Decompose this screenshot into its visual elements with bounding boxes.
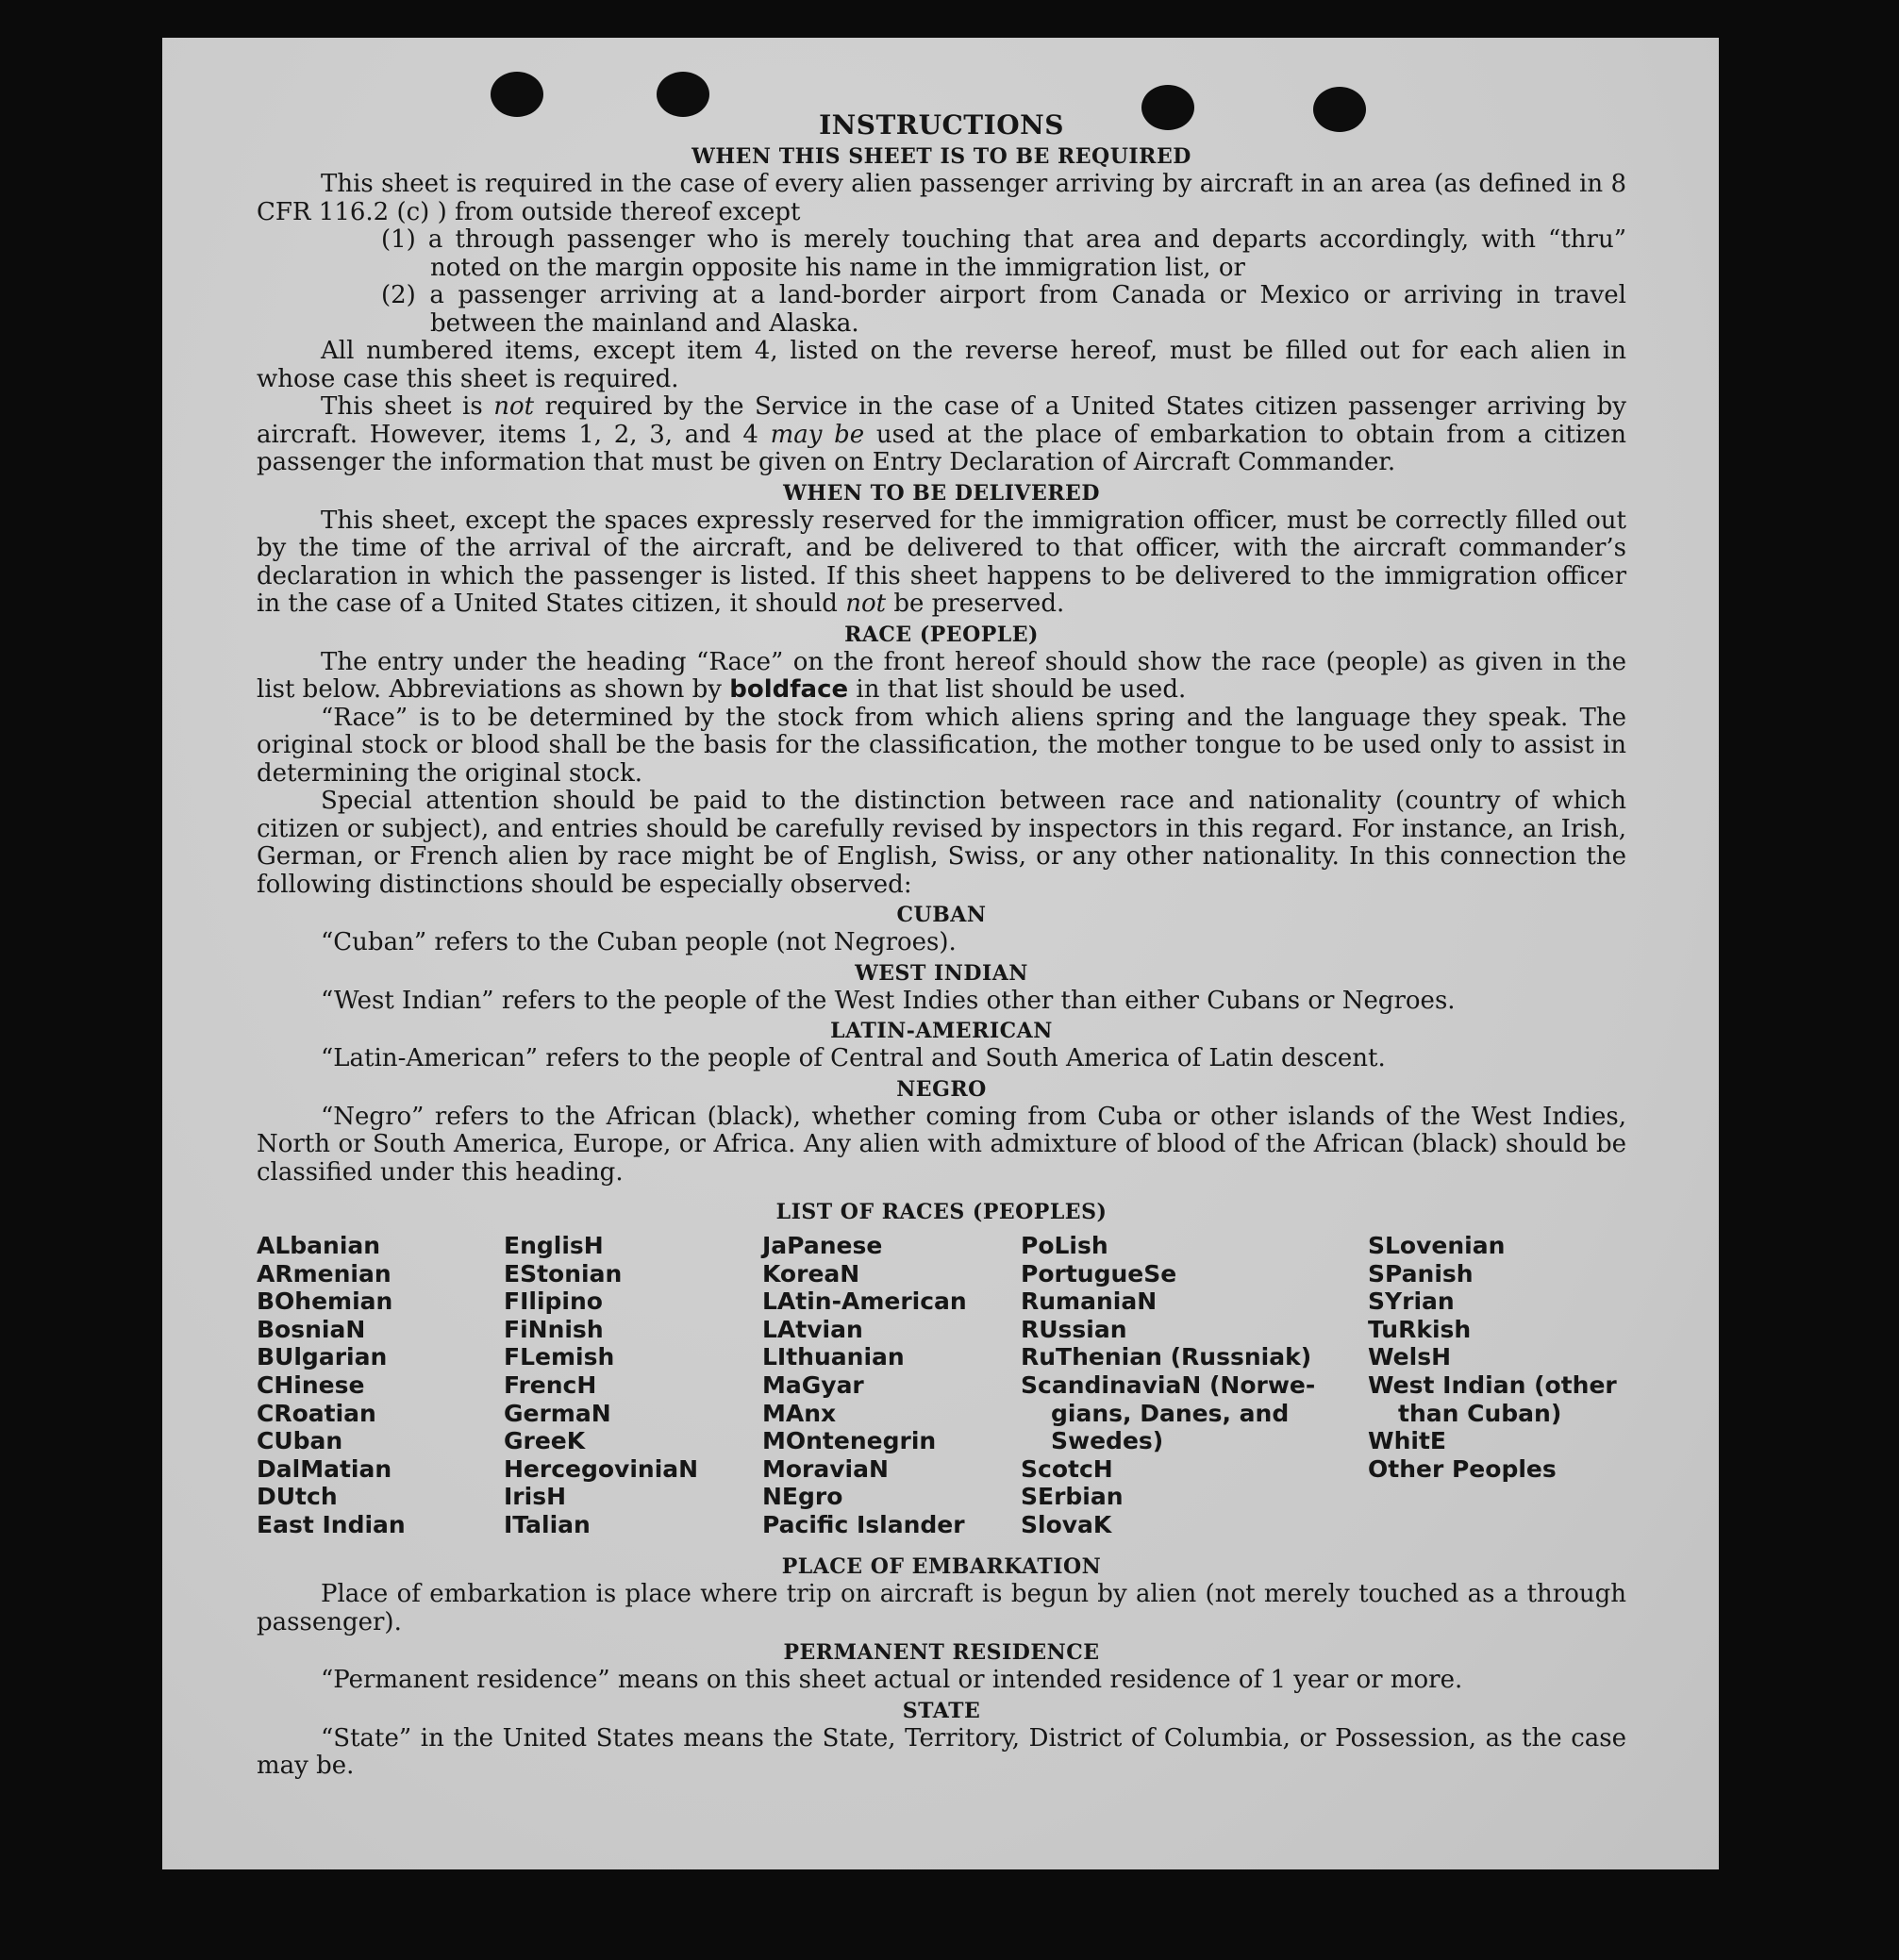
race-entry: RUssian <box>1021 1315 1127 1343</box>
document-sheet <box>162 38 1719 1869</box>
paragraph: Special attention should be paid to the distinction between race and nationality (country of which citizen or subject), and entries should be carefully revised by inspectors in this regard. For instance, an Irish, German, or French alien by race might be of English, Swiss, or any other nationality. In this connection the following distinctions should be especially observed: <box>257 787 1626 899</box>
races-list-heading: LIST OF RACES (PEOPLES) <box>775 1200 1108 1224</box>
race-entry: KoreaN <box>762 1259 860 1287</box>
race-entry: SLovenian <box>1368 1232 1506 1259</box>
race-entry: gians, Danes, and <box>1051 1399 1290 1427</box>
race-entry: LIthuanian <box>762 1343 905 1371</box>
race-entry: ARmenian <box>257 1259 391 1287</box>
paragraph: This sheet is required in the case of every alien passenger arriving by aircraft in an area (as defined in 8 CFR 116.2 (c) ) from outside thereof except <box>257 170 1626 226</box>
race-entry: RuThenian (Russniak) <box>1021 1343 1312 1371</box>
section-heading: STATE <box>902 1698 981 1723</box>
race-entry: RumaniaN <box>1021 1287 1158 1316</box>
paragraph: All numbered items, except item 4, listed on the reverse hereof, must be filled out for each alien in whose case this sheet is required. <box>257 337 1626 393</box>
race-entry: DUtch <box>257 1483 338 1511</box>
paragraph: This sheet is not required by the Service in the case of a United States citizen passenger arriving by aircraft. However, items 1, 2, 3, and 4 may be used at the place of embarkation to obtain from a citizen passenger the information that must be given on Entry Declaration of Aircraft Commander. <box>257 392 1626 476</box>
race-entry: DalMatian <box>257 1454 392 1483</box>
section-heading: WHEN TO BE DELIVERED <box>783 480 1100 506</box>
race-entry: BOhemian <box>257 1287 393 1316</box>
race-entry: EnglisH <box>504 1232 604 1259</box>
paragraph: Place of embarkation is place where trip on aircraft is begun by alien (not merely touched as a through passenger). <box>257 1580 1626 1636</box>
races-column-2 <box>504 1232 698 1539</box>
race-entry: than Cuban) <box>1398 1399 1562 1427</box>
race-entry: West Indian (other <box>1368 1370 1617 1399</box>
subheading-latin-american: LATIN-AMERICAN <box>830 1019 1053 1043</box>
race-entry: SPanish <box>1368 1259 1474 1287</box>
race-entry: Other Peoples <box>1368 1454 1557 1483</box>
definition-west-indian: “West Indian” refers to the people of the West Indies other than either Cubans or Negroes. <box>321 986 1456 1015</box>
races-list <box>257 1232 1626 1551</box>
page-title: INSTRUCTIONS <box>819 109 1064 141</box>
race-entry: FIlipino <box>504 1287 603 1316</box>
races-column-4 <box>1021 1232 1315 1539</box>
race-entry: ScotcH <box>1021 1454 1113 1483</box>
race-entry: NEgro <box>762 1483 843 1511</box>
section-heading: PERMANENT RESIDENCE <box>783 1640 1100 1665</box>
definition-negro: “Negro” refers to the African (black), whether coming from Cuba or other islands of the West Indies, North or South America, Europe, or Africa. Any alien with admixture of blood of the African (black) should be classified under this heading. <box>257 1102 1626 1187</box>
race-entry: CRoatian <box>257 1399 376 1427</box>
section-heading: RACE (PEOPLE) <box>844 622 1039 647</box>
race-entry: CHinese <box>257 1370 365 1399</box>
section-heading: PLACE OF EMBARKATION <box>781 1554 1102 1579</box>
list-item: (2) a passenger arriving at a land-border airport from Canada or Mexico or arriving in travel between the mainland and Alaska. <box>381 281 1626 338</box>
race-entry: TuRkish <box>1368 1315 1472 1343</box>
instructions-body <box>257 106 1626 1781</box>
race-entry: East Indian <box>257 1510 406 1538</box>
paragraph: The entry under the heading “Race” on the front hereof should show the race (people) as given in the list below. Abbreviations as shown by boldface in that list should be used. <box>257 647 1626 704</box>
race-entry: ALbanian <box>257 1232 381 1259</box>
race-entry: BosniaN <box>257 1315 366 1343</box>
race-entry: WelsH <box>1368 1343 1452 1371</box>
races-column-1 <box>257 1232 406 1539</box>
race-entry: MOntenegrin <box>762 1427 937 1455</box>
paragraph: This sheet, except the spaces expressly reserved for the immigration officer, must be correctly filled out by the time of the arrival of the aircraft, and be delivered to that officer, with the aircraft commander’s declaration in which the passenger is listed. If this sheet happens to be delivered to the immigration officer in the case of a United States citizen, it should not be preserved. <box>257 506 1626 618</box>
race-entry: MaGyar <box>762 1370 864 1399</box>
race-entry: EStonian <box>504 1259 623 1287</box>
subheading-cuban: CUBAN <box>896 903 987 927</box>
race-entry: MAnx <box>762 1399 837 1427</box>
race-entry: Swedes) <box>1051 1427 1164 1455</box>
race-entry: GreeK <box>504 1427 586 1455</box>
race-entry: SErbian <box>1021 1483 1124 1511</box>
subheading-negro: NEGRO <box>896 1076 987 1102</box>
race-entry: LAtvian <box>762 1315 863 1343</box>
race-entry: JaPanese <box>762 1232 883 1259</box>
race-entry: BUlgarian <box>257 1343 388 1371</box>
section-heading: WHEN THIS SHEET IS TO BE REQUIRED <box>691 144 1191 169</box>
race-entry: Pacific Islander <box>762 1510 965 1538</box>
race-entry: MoraviaN <box>762 1454 889 1483</box>
subheading-west-indian: WEST INDIAN <box>855 960 1028 986</box>
race-entry: HercegoviniaN <box>504 1454 699 1483</box>
race-entry: PoLish <box>1021 1232 1108 1259</box>
race-entry: FrencH <box>504 1370 597 1399</box>
definition-latin-american: “Latin-American” refers to the people of Central and South America of Latin descent. <box>321 1044 1386 1072</box>
race-entry: GermaN <box>504 1399 611 1427</box>
race-entry: PortugueSe <box>1021 1259 1177 1287</box>
definition-cuban: “Cuban” refers to the Cuban people (not Negroes). <box>321 928 957 956</box>
race-entry: LAtin-American <box>762 1287 967 1316</box>
paragraph: “Permanent residence” means on this sheet actual or intended residence of 1 year or more. <box>321 1666 1463 1694</box>
paragraph: “Race” is to be determined by the stock from which aliens spring and the language they speak. The original stock or blood shall be the basis for the classification, the mother tongue to be used only to assist in determining the original stock. <box>257 703 1626 788</box>
races-column-3 <box>762 1232 967 1539</box>
list-item: (1) a through passenger who is merely touching that area and departs accordingly, with “thru” noted on the margin opposite his name in the immigration list, or <box>381 225 1626 282</box>
race-entry: IrisH <box>504 1483 567 1511</box>
race-entry: FiNnish <box>504 1315 604 1343</box>
paragraph: “State” in the United States means the State, Territory, District of Columbia, or Possession, as the case may be. <box>257 1723 1626 1780</box>
race-entry: ScandinaviaN (Norwe- <box>1021 1370 1316 1399</box>
race-entry: ITalian <box>504 1510 591 1538</box>
race-entry: SYrian <box>1368 1287 1455 1316</box>
race-entry: SlovaK <box>1021 1510 1112 1538</box>
races-column-5 <box>1368 1232 1617 1483</box>
race-entry: WhitE <box>1368 1427 1446 1455</box>
race-entry: FLemish <box>504 1343 615 1371</box>
race-entry: CUban <box>257 1427 343 1455</box>
